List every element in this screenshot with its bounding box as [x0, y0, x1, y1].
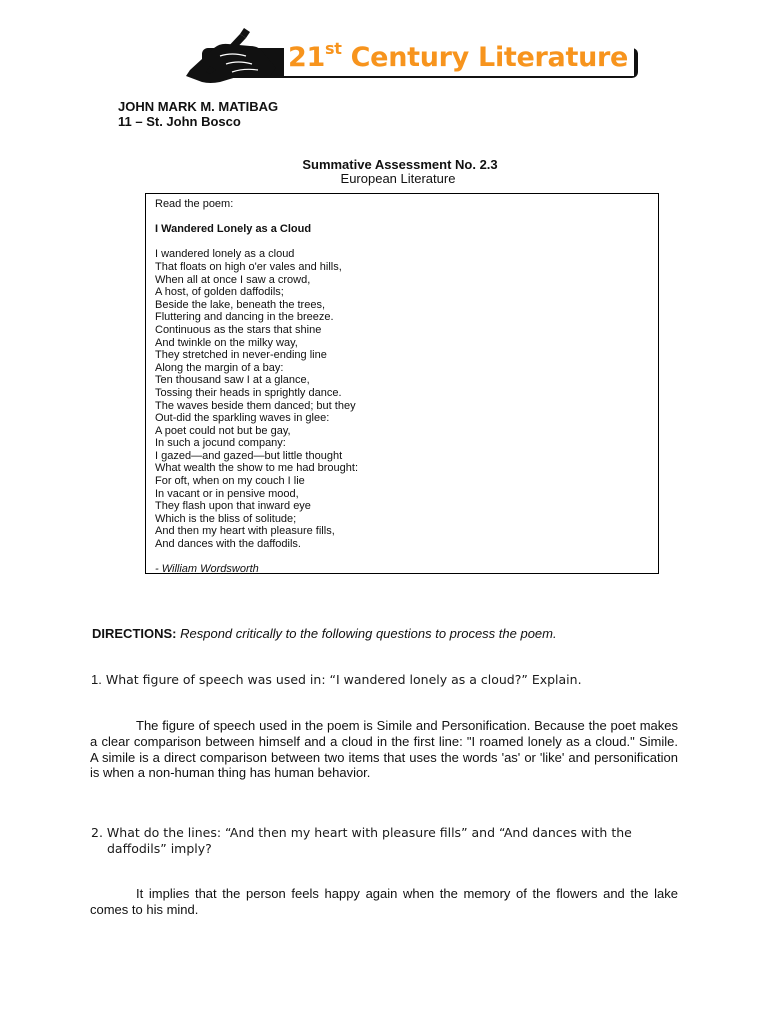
banner-title: [284, 40, 634, 76]
assessment-subtitle: European Literature: [340, 171, 456, 186]
poem-line: For oft, when on my couch I lie: [155, 475, 305, 488]
question-number: 2.: [91, 825, 103, 840]
poem-line: In vacant or in pensive mood,: [155, 487, 299, 500]
question-2: [91, 825, 691, 857]
poem-line: Fluttering and dancing in the breeze.: [155, 311, 334, 324]
answer-2: It implies that the person feels happy again when the memory of the flowers and the lake comes to his mind.: [90, 886, 678, 917]
poem-line: Which is the bliss of solitude;: [155, 512, 297, 525]
directions: [92, 626, 557, 642]
assessment-heading: [0, 158, 768, 186]
hand-writing-pen-icon: [180, 26, 290, 86]
poem-line: Out-did the sparkling waves in glee:: [155, 412, 330, 425]
poem-line: They stretched in never-ending line: [155, 349, 327, 362]
banner-title-text: Century Literature: [341, 42, 629, 73]
poem-lines: [155, 248, 649, 550]
poem-instruction: Read the poem:: [155, 198, 234, 210]
poem-line: Continuous as the stars that shine: [155, 323, 322, 336]
poem-line: I gazed—and gazed—but little thought: [155, 449, 343, 462]
answer-1: The figure of speech used in the poem is Simile and Personification. Because the poet makes a clear comparison between himself and a cloud in the first line: "I roamed lonely as a cloud." Simile. A simile is a direct comparison between two items that uses the words 'as' or 'like' and personification is when a non-human thing has human behavior.: [90, 718, 678, 781]
poem-line: That floats on high o'er vales and hills,: [155, 260, 342, 273]
poem-line: And dances with the daffodils.: [155, 538, 301, 551]
poem-line: Beside the lake, beneath the trees,: [155, 298, 326, 311]
header-banner: [180, 26, 640, 82]
question-text: What figure of speech was used in: “I wandered lonely as a cloud?” Explain.: [105, 672, 582, 687]
poem-title: I Wandered Lonely as a Cloud: [155, 223, 312, 236]
poem-line: A host, of golden daffodils;: [155, 286, 284, 299]
student-section: 11 – St. John Bosco: [118, 114, 241, 129]
poem-author: - William Wordsworth: [155, 563, 259, 576]
poem-line: Ten thousand saw I at a glance,: [155, 374, 310, 387]
poem-line: What wealth the show to me had brought:: [155, 462, 359, 475]
student-info: [118, 99, 278, 129]
question-1: [91, 672, 582, 688]
directions-label: DIRECTIONS:: [92, 626, 177, 641]
poem-line: In such a jocund company:: [155, 437, 286, 450]
poem-line: Tossing their heads in sprightly dance.: [155, 386, 342, 399]
question-number: 1.: [91, 672, 102, 687]
poem-line: They flash upon that inward eye: [155, 500, 311, 513]
poem-line: And then my heart with pleasure fills,: [155, 525, 335, 538]
poem-box: [145, 193, 659, 574]
question-text: What do the lines: “And then my heart with pleasure fills” and “And dances with the: [106, 825, 632, 840]
assessment-title: Summative Assessment No. 2.3: [302, 157, 498, 172]
poem-line: A poet could not but be gay,: [155, 424, 291, 437]
directions-text: Respond critically to the following questions to process the poem.: [180, 626, 557, 641]
question-text-continued: daffodils” imply?: [107, 841, 212, 856]
banner-title-superscript: st: [324, 39, 342, 58]
poem-line: And twinkle on the milky way,: [155, 336, 298, 349]
poem-line: The waves beside them danced; but they: [155, 399, 356, 412]
poem-line: Along the margin of a bay:: [155, 361, 284, 374]
poem-line: When all at once I saw a crowd,: [155, 273, 311, 286]
poem-line: I wandered lonely as a cloud: [155, 248, 295, 261]
banner-title-number: 21: [288, 42, 325, 73]
student-name: JOHN MARK M. MATIBAG: [118, 99, 279, 114]
